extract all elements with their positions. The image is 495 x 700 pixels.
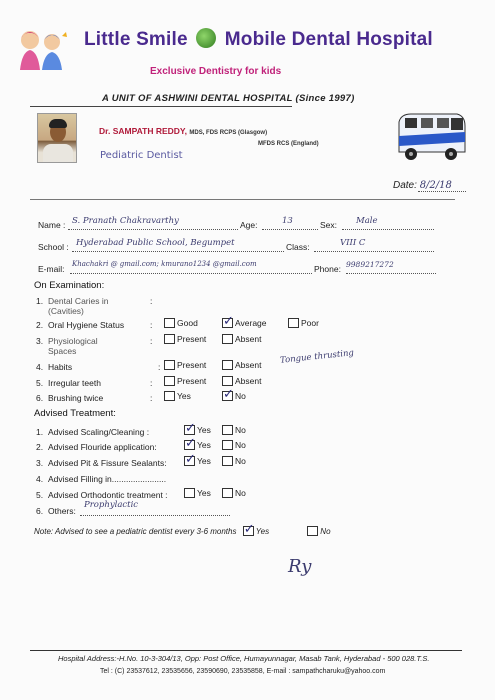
option-label: Yes: [197, 456, 211, 466]
sex-label: Sex:: [320, 220, 338, 230]
checkbox-checked[interactable]: [184, 456, 195, 466]
doctor-specialty: Pediatric Dentist: [100, 150, 183, 161]
option-label: Present: [177, 360, 207, 370]
treat-2-option-no[interactable]: [222, 440, 246, 450]
treat-3-label: Advised Pit & Fissure Sealants:: [48, 458, 167, 468]
date-label: Date:: [393, 180, 417, 191]
header-divider: [30, 106, 292, 107]
treat-5-num: 5.: [36, 490, 44, 500]
checkbox[interactable]: [222, 488, 233, 498]
class-value[interactable]: VIII C: [340, 238, 366, 248]
option-label: No: [235, 440, 246, 450]
school-value[interactable]: Hyderabad Public School, Begumpet: [76, 238, 235, 248]
class-label: Class:: [286, 242, 310, 252]
treat-4-num: 4.: [36, 474, 44, 484]
treat-3-num: 3.: [36, 458, 44, 468]
date-value[interactable]: 8/2/18: [419, 180, 452, 191]
exam-3-option-absent[interactable]: [222, 334, 261, 344]
checkbox[interactable]: [222, 456, 233, 466]
checkbox[interactable]: [164, 376, 175, 386]
exam-4-option-present[interactable]: [164, 360, 206, 370]
class-underline: [314, 240, 434, 252]
option-label: Absent: [235, 376, 262, 386]
date-underline: [418, 180, 466, 192]
checkbox[interactable]: [222, 376, 233, 386]
option-label: Poor: [301, 318, 319, 328]
kids-logo-icon: [14, 26, 74, 70]
checkbox[interactable]: [222, 440, 233, 450]
exam-1-label: Dental Caries in: [48, 296, 109, 306]
treat-5-label: Advised Orthodontic treatment :: [48, 490, 168, 500]
checkbox[interactable]: [288, 318, 299, 328]
checkbox-checked[interactable]: [222, 318, 233, 328]
mobile-bus-icon: [395, 110, 467, 165]
option-label: No: [235, 488, 246, 498]
exam-6-label: Brushing twice: [48, 393, 104, 403]
examination-heading: On Examination:: [34, 280, 105, 291]
exam-2-option-good[interactable]: [164, 318, 198, 328]
exam-5-option-present[interactable]: [164, 376, 206, 386]
exam-3-label2: Spaces: [48, 346, 77, 356]
checkbox[interactable]: [222, 425, 233, 435]
exam-1-label2: (Cavities): [48, 306, 84, 316]
option-label: Absent: [235, 360, 262, 370]
exam-6-colon: :: [150, 393, 153, 403]
name-value[interactable]: S. Pranath Chakravarthy: [72, 216, 179, 226]
option-label: Yes: [197, 440, 211, 450]
name-label: Name :: [38, 220, 66, 230]
checkbox[interactable]: [222, 334, 233, 344]
follow-up-note: [34, 526, 331, 536]
phone-value[interactable]: 9989217272: [346, 260, 394, 269]
exam-3-colon: :: [150, 336, 153, 346]
exam-5-colon: :: [150, 378, 153, 388]
exam-1-colon: :: [150, 296, 153, 306]
option-label: No: [235, 425, 246, 435]
doctor-name-text: Dr. SAMPATH REDDY,: [99, 126, 188, 136]
checkbox[interactable]: [164, 318, 175, 328]
treat-1-option-yes[interactable]: [184, 425, 211, 435]
age-label: Age:: [240, 220, 258, 230]
option-label: Yes: [177, 391, 191, 401]
others-value[interactable]: Prophylactic: [84, 500, 139, 510]
treat-4-label: Advised Filling in.......................: [48, 474, 167, 484]
exam-4-option-absent[interactable]: [222, 360, 261, 370]
habits-note[interactable]: Tongue thrusting: [279, 348, 355, 366]
checkbox-checked[interactable]: [243, 526, 254, 536]
option-label: Yes: [255, 527, 270, 536]
checkbox[interactable]: [164, 334, 175, 344]
footer-contact: Tel : (C) 23537612, 23535656, 23590690, 23535858, E-mail : sampathcharuku@yahoo.com: [100, 668, 386, 675]
exam-5-num: 5.: [36, 378, 44, 388]
email-label: E-mail:: [38, 264, 65, 274]
doctor-divider: [30, 199, 455, 200]
option-label: No: [235, 391, 246, 401]
exam-5-label: Irregular teeth: [48, 378, 101, 388]
option-label: Absent: [235, 334, 262, 344]
checkbox-checked[interactable]: [184, 425, 195, 435]
treat-3-option-yes[interactable]: [184, 456, 211, 466]
school-label: School :: [38, 242, 69, 252]
age-value[interactable]: 13: [282, 216, 293, 226]
option-label: Present: [177, 334, 207, 344]
treatment-heading: Advised Treatment:: [34, 408, 116, 419]
exam-4-num: 4.: [36, 362, 44, 372]
exam-3-option-present[interactable]: [164, 334, 206, 344]
exam-3-label: Physiological: [48, 336, 98, 346]
treat-1-num: 1.: [36, 427, 44, 437]
footer-address: Hospital Address:-H.No. 10-3-304/13, Opp: Post Office, Humayunnagar, Masab Tank, Hyderabad - 500 028.T.S.: [58, 654, 430, 663]
checkbox-checked[interactable]: [222, 391, 233, 401]
option-label: Good: [177, 318, 198, 328]
option-label: Average: [235, 318, 267, 328]
exam-2-colon: :: [150, 320, 153, 330]
exam-4-label: Habits: [48, 362, 73, 372]
option-label: Yes: [197, 488, 211, 498]
exam-2-label: Oral Hygiene Status: [48, 320, 125, 330]
footer-divider: [30, 650, 462, 651]
treat-2-label: Advised Flouride application:: [48, 442, 157, 452]
checkbox[interactable]: [164, 391, 175, 401]
treat-2-option-yes[interactable]: [184, 440, 211, 450]
option-label: Yes: [197, 425, 211, 435]
note-text: Note: Advised to see a pediatric dentist every 3-6 months: [34, 527, 237, 536]
doctor-name: [99, 126, 267, 136]
checkbox[interactable]: [307, 526, 318, 536]
exam-2-option-average[interactable]: [222, 318, 267, 328]
hospital-title: [84, 28, 433, 51]
treat-6-num: 6.: [36, 506, 44, 516]
phone-label: Phone:: [314, 264, 341, 274]
exam-4-colon: :: [158, 362, 161, 372]
treat-2-num: 2.: [36, 442, 44, 452]
option-label: No: [320, 527, 331, 536]
unit-line: A UNIT OF ASHWINI DENTAL HOSPITAL (Since 1997): [102, 93, 355, 104]
treat-5-option-yes[interactable]: [184, 488, 211, 498]
exam-6-option-no[interactable]: [222, 391, 246, 401]
treat-1-option-no[interactable]: [222, 425, 246, 435]
exam-1-num: 1.: [36, 296, 44, 306]
treat-3-option-no[interactable]: [222, 456, 246, 466]
checkbox[interactable]: [184, 488, 195, 498]
option-label: Present: [177, 376, 207, 386]
exam-5-option-absent[interactable]: [222, 376, 261, 386]
option-label: No: [235, 456, 246, 466]
checkbox[interactable]: [222, 360, 233, 370]
title-left: Little Smile: [84, 29, 188, 50]
exam-3-num: 3.: [36, 336, 44, 346]
exam-6-option-yes[interactable]: [164, 391, 191, 401]
sex-value[interactable]: Male: [356, 216, 378, 226]
treat-5-option-no[interactable]: [222, 488, 246, 498]
tooth-globe-icon: [196, 28, 216, 48]
doctor-qualifications-2: MFDS RCS (England): [258, 141, 319, 147]
exam-2-option-poor[interactable]: [288, 318, 319, 328]
title-right: Mobile Dental Hospital: [224, 29, 433, 50]
doctor-photo: [37, 113, 77, 163]
email-value[interactable]: Khachakri @ gmail.com; kmurano1234 @gmail.com: [72, 260, 257, 268]
treat-6-label: Others:: [48, 506, 76, 516]
treat-1-label: Advised Scaling/Cleaning :: [48, 427, 150, 437]
note-option-yes[interactable]: [243, 527, 269, 536]
doctor-qualifications-1: MDS, FDS RCPS (Glasgow): [189, 130, 268, 136]
exam-6-num: 6.: [36, 393, 44, 403]
checkbox[interactable]: [164, 360, 175, 370]
checkbox-checked[interactable]: [184, 440, 195, 450]
hospital-subtitle: Exclusive Dentistry for kids: [150, 66, 282, 77]
note-option-no[interactable]: [307, 527, 330, 536]
doctor-signature: Ry: [288, 556, 312, 577]
exam-2-num: 2.: [36, 320, 44, 330]
